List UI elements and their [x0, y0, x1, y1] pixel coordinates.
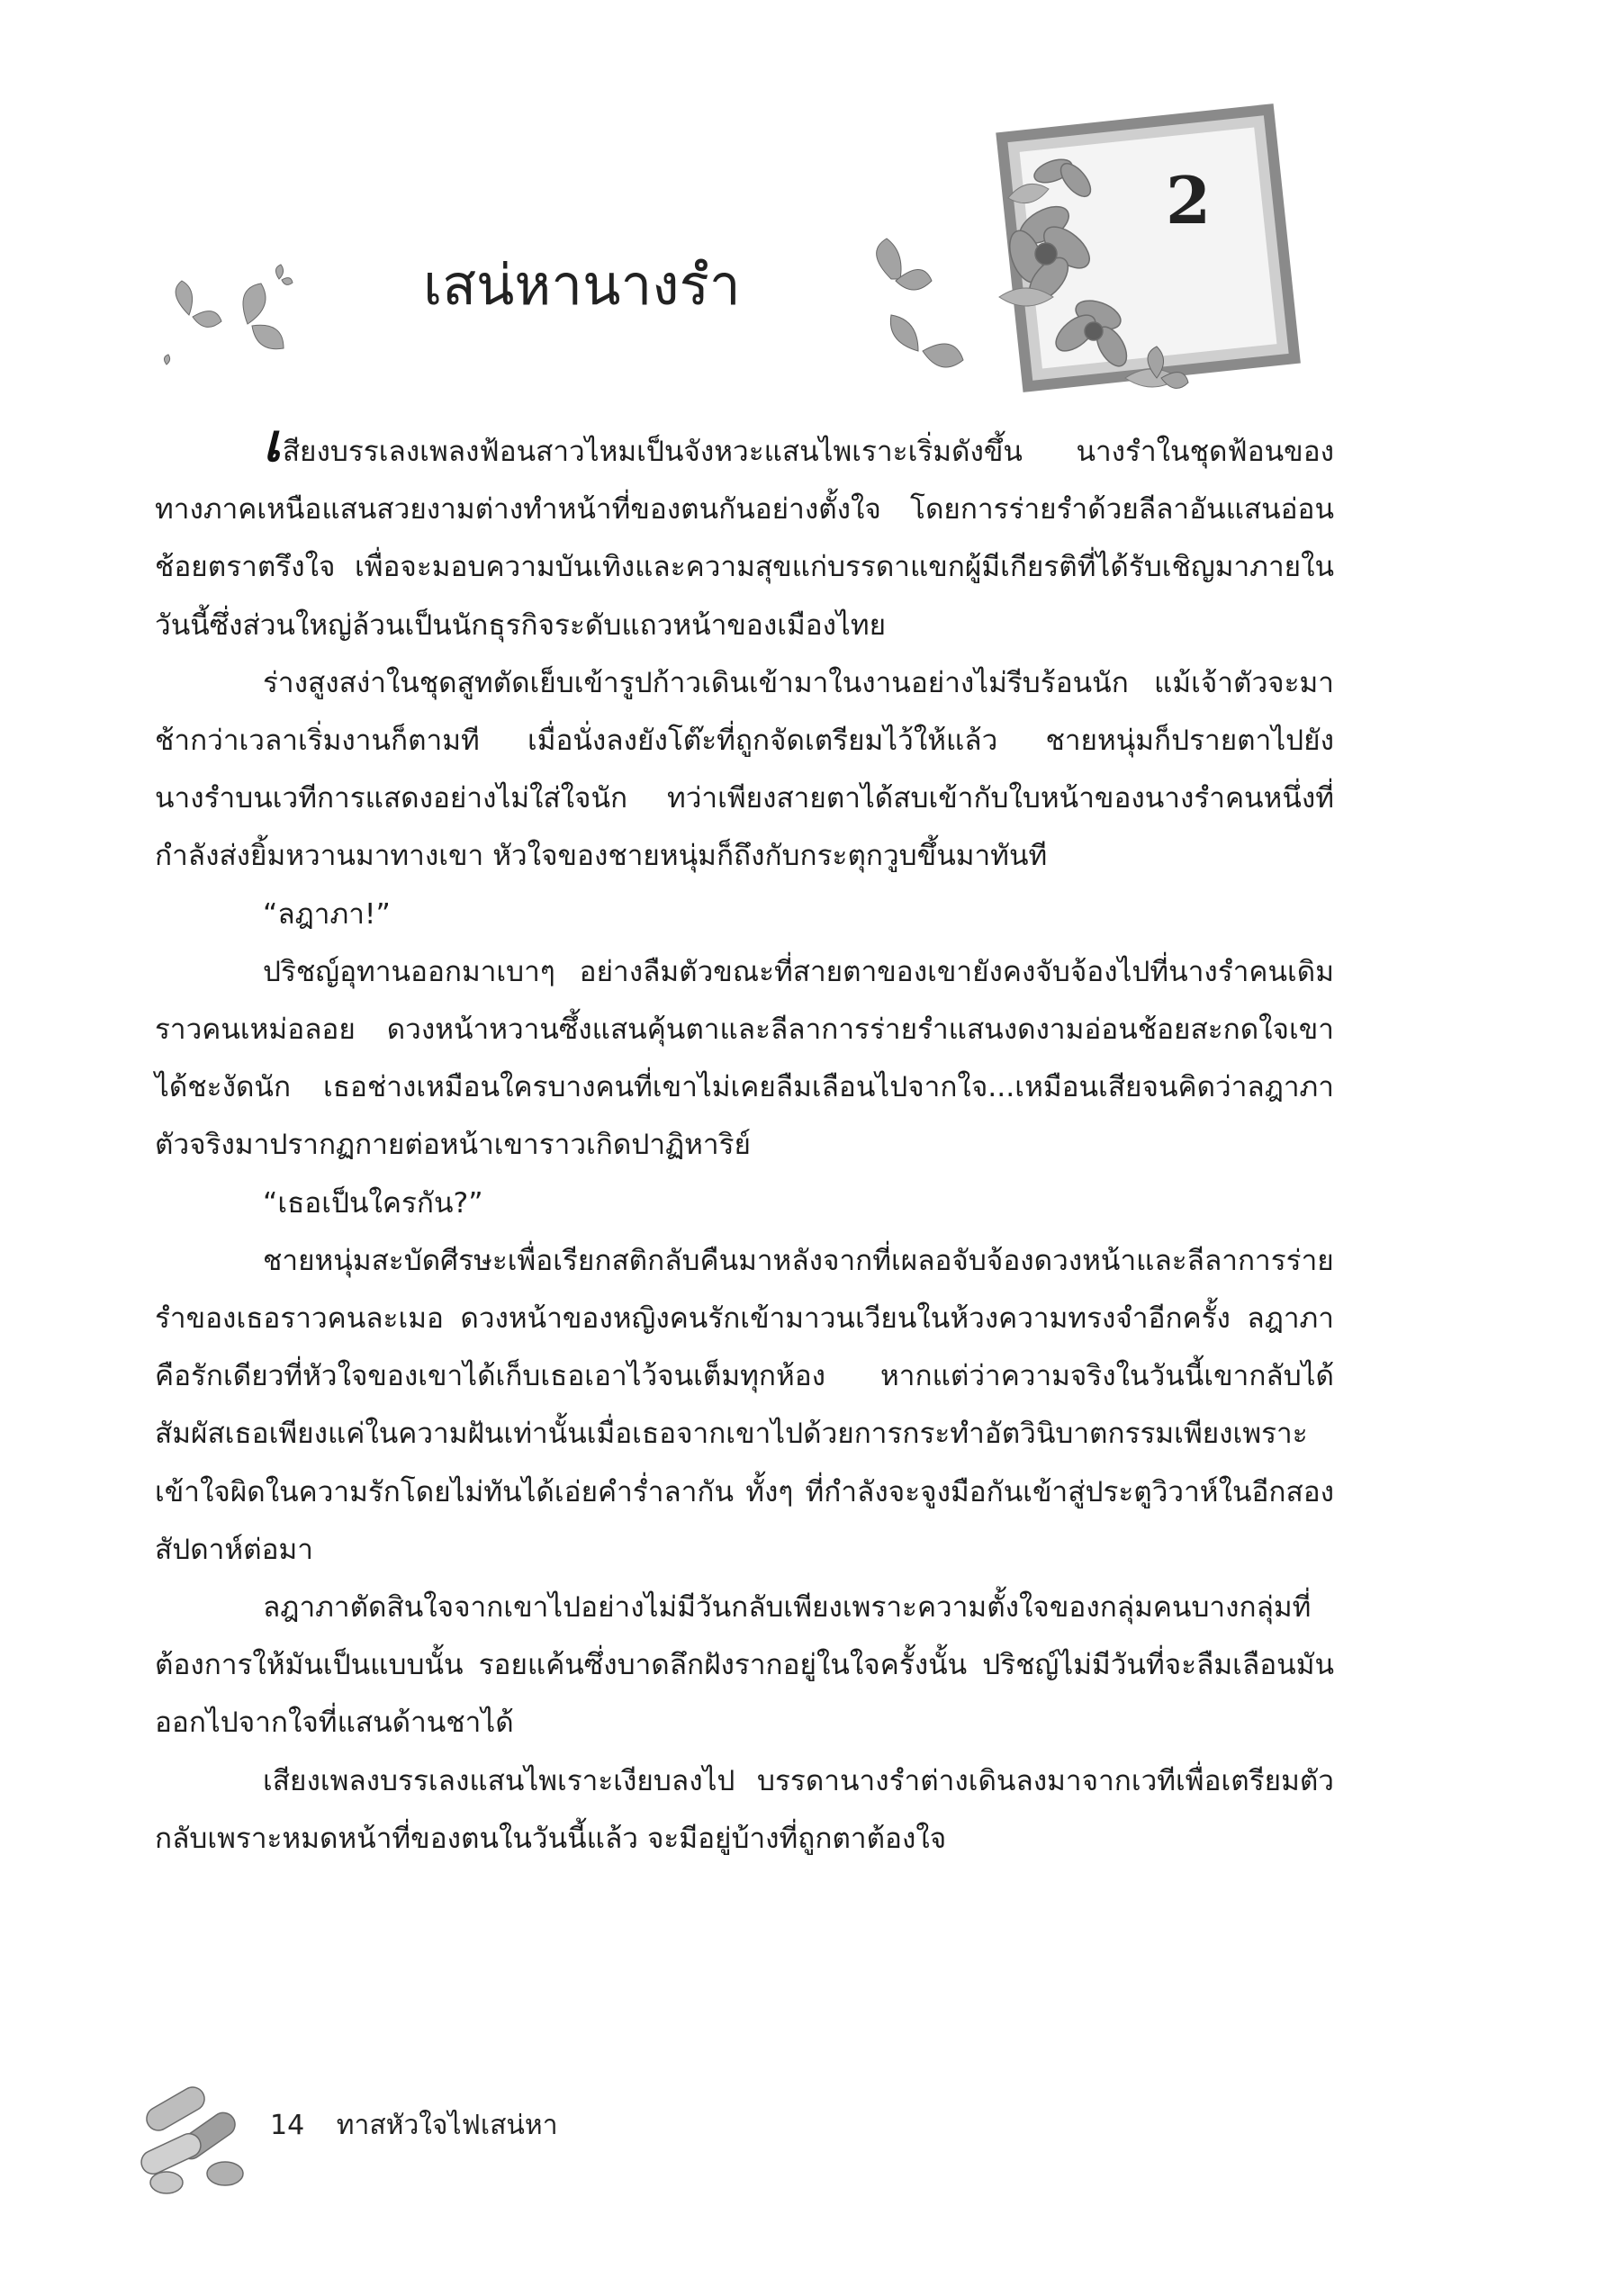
book-title: ทาสหัวใจไฟเสน่หา: [336, 2110, 558, 2141]
paragraph: [155, 412, 1334, 654]
paragraph: ชายหนุ่มสะบัดศีรษะเพื่อเรียกสติกลับคืนมาหลังจากที่เผลอจับจ้องดวงหน้าและลีลาการร่ายรำของเธอราวคนละเมอ ดวงหน้าของหญิงคนรักเข้ามาวนเวียนในห้วงความทรงจำอีกครั้ง ลฎาภาคือรักเดียวที่หัวใจของเขาได้เก็บเธอเอาไว้จนเต็มทุกห้อง หากแต่ว่าความจริงในวันนี้เขากลับได้สัมผัสเธอเพียงแค่ในความฝันเท่านั้นเมื่อเธอจากเขาไปด้วยการกระทำอัตวินิบาตกรรมเพียงเพราะเข้าใจผิดในความรักโดยไม่ทันได้เอ่ยคำร่ำลากัน ทั้งๆ ที่กำลังจะจูงมือกันเข้าสู่ประตูวิวาห์ในอีกสองสัปดาห์ต่อมา: [155, 1244, 1334, 1566]
chapter-body: [155, 412, 1334, 1868]
paragraph: ร่างสูงสง่าในชุดสูทตัดเย็บเข้ารูปก้าวเดินเข้ามาในงานอย่างไม่รีบร้อนนัก แม้เจ้าตัวจะมาช้ากว่าเวลาเริ่มงานก็ตามที เมื่อนั่งลงยังโต๊ะที่ถูกจัดเตรียมไว้ให้แล้ว ชายหนุ่มก็ปรายตาไปยังนางรำบนเวทีการแสดงอย่างไม่ใส่ใจนัก ทว่าเพียงสายตาได้สบเข้ากับใบหน้าของนางรำคนหนึ่งที่กำลังส่งยิ้มหวานมาทางเขา หัวใจของชายหนุ่มก็ถึงกับกระตุกวูบขึ้นมาทันที: [155, 666, 1334, 873]
dialogue-line: “เธอเป็นใครกัน?”: [263, 1186, 483, 1220]
page-footer: [270, 2104, 558, 2147]
butterflies-illustration: [153, 261, 315, 378]
dialogue-line: “ลฎาภา!”: [263, 897, 391, 931]
paragraph: ปริชญ์อุทานออกมาเบาๆ อย่างลืมตัวขณะที่สายตาของเขายังคงจับจ้องไปที่นางรำคนเดิมราวคนเหม่อลอย ดวงหน้าหวานซึ้งแสนคุ้นตาและลีลาการร่ายรำแสนงดงามอ่อนช้อยสะกดใจเขาได้ชะงัดนัก เธอช่างเหมือนใครบางคนที่เขาไม่เคยลืมเลือนไปจากใจ...เหมือนเสียจนคิดว่าลฎาภาตัวจริงมาปรากฏกายต่อหน้าเขาราวเกิดปาฏิหาริย์: [155, 955, 1334, 1162]
paragraph: เสียงเพลงบรรเลงแสนไพเราะเงียบลงไป บรรดานางรำต่างเดินลงมาจากเวทีเพื่อเตรียมตัวกลับเพราะหมดหน้าที่ของตนในวันนี้แล้ว จะมีอยู่บ้างที่ถูกตาต้องใจ: [155, 1764, 1334, 1855]
paragraph-text: สียงบรรเลงเพลงฟ้อนสาวไหมเป็นจังหวะแสนไพเราะเริ่มดังขึ้น นางรำในชุดฟ้อนของทางภาคเหนือแสนสวยงามต่างทำหน้าที่ของตนกันอย่างตั้งใจ โดยการร่ายรำด้วยลีลาอันแสนอ่อนช้อยตราตรึงใจ เพื่อจะมอบความบันเทิงและความสุขแก่บรรดาแขกผู้มีเกียรติที่ได้รับเชิญมาภายในวันนี้ซึ่งส่วนใหญ่ล้วนเป็นนักธุรกิจระดับแถวหน้าของเมืองไทย: [155, 436, 1334, 642]
drop-cap: เ: [263, 412, 281, 473]
chapter-number: 2: [1165, 162, 1212, 239]
paragraph: ลฎาภาตัดสินใจจากเขาไปอย่างไม่มีวันกลับเพียงเพราะความตั้งใจของกลุ่มคนบางกลุ่มที่ต้องการให้มันเป็นแบบนั้น รอยแค้นซึ่งบาดลึกฝังรากอยู่ในใจครั้งนั้น ปริชญ์ไม่มีวันที่จะลืมเลือนมันออกไปจากใจที่แสนด้านชาได้: [155, 1591, 1334, 1740]
page-number: 14: [270, 2110, 305, 2141]
chapter-title: เสน่หานางรำ: [423, 252, 741, 318]
pills-illustration: [126, 2070, 261, 2205]
